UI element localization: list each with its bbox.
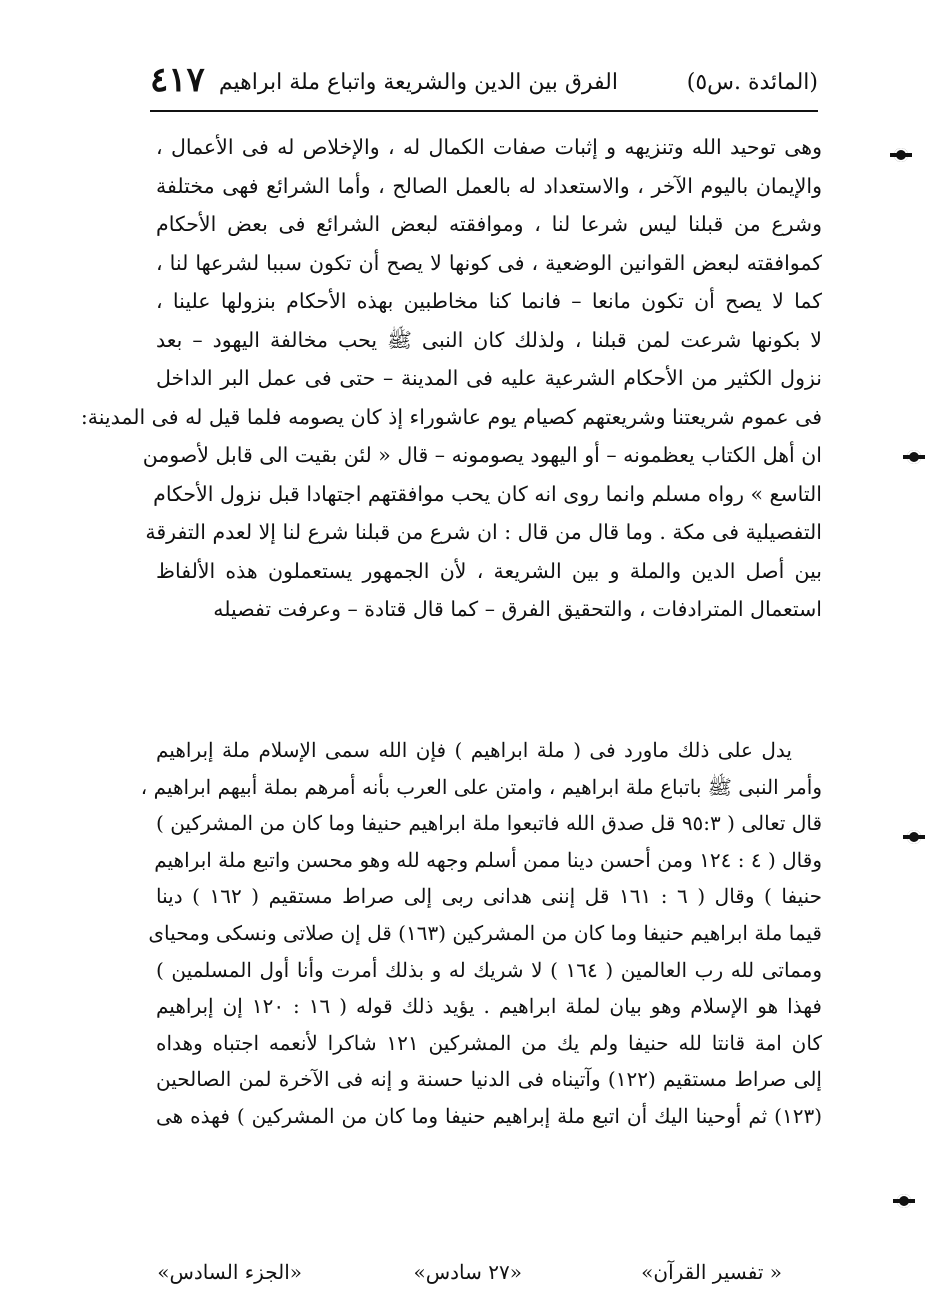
text-line: (١٢٣) ثم أوحينا اليك أن اتبع ملة إبراهيم حنيفا وما كان من المشركين ) فهذه هى	[156, 1103, 822, 1128]
text-line: كما لا يصح أن تكون مانعا – فانما كنا مخاطبين بهذه الأحكام بنزولها علينا ،	[156, 289, 822, 313]
text-line: ومماتى لله رب العالمين ( ١٦٤ ) لا شريك له و بذلك أمرت وأنا أول المسلمين )	[156, 957, 822, 982]
text-line: التاسع » رواه مسلم وانما روى انه كان يحب موافقتهم اجتهادا قبل نزول الأحكام	[153, 481, 822, 506]
text-line: إلى صراط مستقيم (١٢٢) وآتيناه فى الدنيا حسنة و إنه فى الآخرة لمن الصالحين	[156, 1067, 822, 1092]
header-title: الفرق بين الدين والشريعة واتباع ملة ابراهيم	[218, 70, 618, 95]
paragraph-1	[80, 128, 822, 629]
text-line: فهذا هو الإسلام وهو بيان لملة ابراهيم . يؤيد ذلك قوله ( ١٦ : ١٢٠ إن إبراهيم	[156, 994, 822, 1019]
header-surah: (المائدة .س٥)	[686, 70, 818, 95]
text-line: وأمر النبى ﷺ باتباع ملة ابراهيم ، وامتن على العرب بأنه أمرهم بملة أبيهم ابراهيم ،	[140, 774, 822, 799]
page-footer	[156, 1260, 822, 1294]
text-line: والإيمان باليوم الآخر ، والاستعداد له بالعمل الصالح ، وأما الشرائع فهى مختلفة	[156, 173, 822, 198]
ornament-icon	[905, 448, 923, 466]
text-line: حنيفا ) وقال ( ٦ : ١٦١ قل إننى هدانى ربى إلى صراط مستقيم ( ١٦٢ ) دينا	[156, 884, 823, 909]
ornament-icon	[895, 1192, 913, 1210]
text-line: لا بكونها شرعت لمن قبلنا ، ولذلك كان النبى ﷺ يحب مخالفة اليهود – بعد	[156, 327, 822, 352]
text-line: وشرع من قبلنا ليس شرعا لنا ، وموافقته لبعض الشرائع فى بعض الأحكام	[156, 212, 822, 236]
text-line: كموافقته لبعض القوانين الوضعية ، فى كونها لا يصح أن تكون سببا لشرعها لنا ،	[156, 250, 822, 275]
text-line: قال تعالى ( ٩٥:٣ قل صدق الله فاتبعوا ملة ابراهيم حنيفا وما كان من المشركين )	[156, 811, 822, 836]
page-number: ٤١٧	[150, 60, 205, 100]
paragraph-2	[140, 732, 823, 1135]
footer-signature: «٢٧ سادس»	[413, 1260, 522, 1284]
text-line: نزول الكثير من الأحكام الشرعية عليه فى المدينة – حتى فى عمل البر الداخل	[156, 366, 822, 390]
ornament-icon	[905, 828, 923, 846]
text-line: استعمال المترادفات ، والتحقيق الفرق – كما قال قتادة – وعرفت تفصيله	[213, 597, 822, 621]
text-line: بين أصل الدين والملة و بين الشريعة ، لأن الجمهور يستعملون هذه الألفاظ	[156, 558, 822, 583]
text-line: وهى توحيد الله وتنزيهه و إثبات صفات الكمال له ، والإخلاص له فى الأعمال ،	[156, 135, 822, 159]
footer-part: «الجزء السادس»	[157, 1260, 302, 1284]
running-header	[150, 60, 818, 102]
text-line: قيما ملة ابراهيم حنيفا وما كان من المشركين (١٦٣) قل إن صلاتى ونسكى ومحياى	[148, 920, 822, 945]
text-line: يدل على ذلك ماورد فى ( ملة ابراهيم ) فإن الله سمى الإسلام ملة إبراهيم	[156, 738, 792, 762]
header-rule	[150, 110, 818, 112]
footer-book: « تفسير القرآن»	[641, 1260, 782, 1284]
text-line: فى عموم شريعتنا وشريعتهم كصيام يوم عاشوراء إذ كان يصومه فلما قيل له فى المدينة:	[80, 404, 822, 429]
ornament-icon	[892, 146, 910, 164]
text-line: كان امة قانتا لله حنيفا ولم يك من المشركين ١٢١ شاكرا لأنعمه اجتباه وهداه	[156, 1030, 822, 1055]
text-line: ان أهل الكتاب يعظمونه – أو اليهود يصومونه – قال « لئن بقيت الى قابل لأصومن	[142, 443, 822, 467]
text-line: التفصيلية فى مكة . وما قال من قال : ان شرع من قبلنا شرع لنا إلا لعدم التفرقة	[145, 520, 822, 544]
text-line: وقال ( ٤ : ١٢٤ ومن أحسن دينا ممن أسلم وجهه لله وهو محسن واتبع ملة ابراهيم	[154, 847, 822, 872]
